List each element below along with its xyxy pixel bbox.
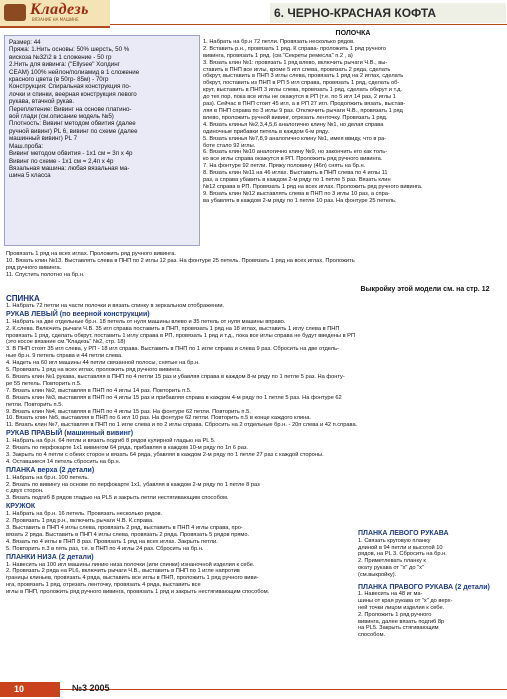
info-line: Маш.проба:: [9, 142, 44, 150]
text-line: границы клиньев, провязать 4 ряда, выставить все иглы в ПНП, проложить 1 ряд ручного виви-: [6, 575, 259, 582]
text-line: влево, проложить ручной вивинг, отрезать ленточку. Провязать 1 ряд.: [203, 114, 388, 121]
text-line: 5. Провязать 1 ряд на всех иглах, проложить ряд ручного вивинга.: [6, 367, 182, 374]
section-title-polochka: ПОЛОЧКА: [335, 30, 371, 37]
text-line: 2. Вязать по перфокарте 1х1 вивингом 64 ряда, прибавляя в каждом 10-м ряду по 1п 6 раз.: [6, 445, 249, 452]
text-line: 3. Выставить в ПНП 4 иглы слева, провязать 2 ряд, выставить в ПНП 4 иглы справа, про-: [6, 525, 243, 531]
text-line: 7. Вязать клин №2, выставляя в ПНП по 4 иглы 14 раз. Повторить п.5.: [6, 387, 192, 394]
text-line: 4. Оставшиеся 14 петель сбросить на бр.н.: [6, 458, 121, 465]
spinka-text: [6, 303, 503, 310]
text-line: способом.: [358, 632, 386, 639]
info-line: Плотность: Вивинг методом обвития (далее: [9, 120, 136, 128]
text-line: 1. Навесить на 48 иг ма-: [358, 591, 423, 598]
text-line: 8. Вязать клин №11 на 46 иглах. Выставить в ПНП слева по 4 иглы 11: [203, 170, 388, 177]
logo-subtitle: ВЯЗАНИЕ НА МАШИНЕ: [32, 17, 79, 22]
logo-box: [0, 0, 110, 28]
text-line: 4. Вязать клинья №2,3,4,5,6 аналогично клину №1, но делая справа: [203, 121, 384, 128]
rukav-left-text: [6, 319, 503, 430]
text-line: 6. Вязать клин №10 аналогично клину №9, но закончить его как толь-: [203, 149, 388, 156]
section-title-planka-left-sleeve: ПЛАНКА ЛЕВОГО РУКАВА: [358, 530, 449, 537]
text-line: 10. Вязать клин №13. Выставлять слева в ПНП по 2 иглы 12 раз. На фонтуре 25 петель. Провязать 1 ряд на всех иглах. Проложить: [6, 257, 355, 264]
text-line: ко все иглы справа окажутся в РП. Проложить ряд ручного вивинга.: [203, 156, 383, 163]
text-line: 11. Спустить полотно на бр.н.: [6, 271, 85, 278]
page-number: 10: [0, 682, 60, 697]
section-title-kruzhok: КРУЖОК: [6, 503, 36, 511]
planka-top-text: [6, 475, 356, 503]
info-line: Размер: 44: [9, 39, 41, 46]
text-line: ре 55 петель. Повторить п.5.: [6, 380, 82, 387]
text-line: 1. Набрать на бр.н 72 петли. Провязать несколько рядов.: [203, 38, 355, 45]
text-line: 1. Связать круговую планку: [358, 537, 431, 544]
section-title-planka-top: ПЛАНКА верха (2 детали): [6, 466, 95, 474]
text-line: 2. Провязать 2 ряда на PL6, включить рычаги Ч.В., выставить в ПНП по 1 игле напротив: [6, 568, 240, 575]
text-line: петли. Повторить п.5.: [6, 401, 63, 408]
text-line: нга, провязать 1 ряд, отрезать ленточку, провязать 4 ряда, выставить все: [6, 582, 201, 589]
text-line: 1. Набрать на бр.н. 100 петель.: [6, 474, 89, 481]
text-line: 2. К.слева. Включить рычаги Ч.В. 35 игл справа поставить в ПНП, провязать 1 ряд на 18 иглах, выставить 1 иглу слева в ПНП: [6, 325, 340, 332]
polochka-continued: [6, 251, 503, 279]
text-line: (это косое вязание см."Кладезь" №2, стр. 18): [6, 339, 126, 346]
info-line: ручной вивинг) PL 6, вивинг по схеме (далее: [9, 127, 138, 135]
rukav-right-text: [6, 438, 503, 466]
text-line: обкрут, выставить в ПНП 3 иглы слева, провязать 1 ряд на 2 иглах, сделать: [203, 73, 404, 80]
header: [0, 0, 507, 26]
text-line: иглы в ПНП, проложить ряд ручного вивинга, провязать 1 ряд и закрыть нестягивающим способом.: [6, 589, 270, 596]
lower-left-column: [6, 468, 356, 596]
text-line: Провязать 1 ряд на всех иглах. Проложить ряд ручного вивинга.: [6, 251, 176, 257]
info-line: Вивинг методом обвития - 1х1 см = 3п х 4р: [9, 150, 133, 158]
text-line: 1. Набрать на бр.н. 16 петель. Провязать несколько рядов.: [6, 511, 163, 518]
info-line: вой глади (см.описание модель №5): [9, 113, 114, 121]
text-line: 8. Вязать клин №3, выставляя в ПНП по 4 иглы 15 раз и прибавляя справа в каждом 4-м ряду по 1 петле 5 раз. На фонтуре 62: [6, 394, 342, 401]
materials-box: [4, 35, 200, 246]
text-line: обкрут, поставить из ПНП в РП 5 игл справа, провязать 1 ряд, сделать об-: [203, 80, 400, 87]
text-line: 3. В ПНП стоят 35 игл слева, у РП - 18 игл справа. Выставить в ПНП по 1 игле справа и слева 9 раз. Сбросить на две отдель-: [6, 346, 339, 353]
text-line: раз). Сейчас в ПНП стоит 45 игл, а в РП 27 игл. Продолжить вязать, выстав-: [203, 101, 406, 108]
text-line: 2. Вязать по вивингу на основе по перфокарте 1х1, убавляя в каждом 2-м ряду по 1 петле 8 раз: [6, 481, 260, 488]
text-line: 4. Надеть на 60 игл машины 44 петли связанной полосы, снятые на бр.н.: [6, 360, 200, 367]
text-line: 5. Вязать клинья №7,8,9 аналогично клину №1, имея ввиду, что в ра-: [203, 135, 387, 142]
text-line: 2. Приметлевать планку к: [358, 558, 426, 565]
info-line: Вивинг по схеме - 1х1 см = 2,4п х 4р: [9, 157, 114, 165]
text-line: крут, выставить в ПНП 3 иглы слева, провязать 1 ряд, сделать обкрут и т.д.: [203, 87, 403, 94]
text-line: №12 справа в РП. Провязать 1 ряд на всех иглах. Проложить ряд ручного вивинга.: [203, 183, 423, 190]
info-line: Вязальная машина: любая вязальная ма-: [9, 164, 130, 172]
logo: Кладезь: [30, 1, 89, 18]
text-line: шины от края рукава от "х" до верх-: [358, 598, 453, 605]
text-line: 9. Вязать клин №4, выставляя в ПНП по 4 иглы 15 раз. На фонтуре 62 петли. Повторить п.5.: [6, 408, 251, 415]
info-line: 2.Нить для вивинга: ("Ellysee" Холдинг: [9, 61, 120, 69]
text-line: 11. Вязать клин №7, выставляя в ПНП по 1 игле слева и по 2 иглы справа. Сбросить на 2 отдельные бр.н. - 20п слева и 42 п.справа.: [6, 422, 358, 429]
text-line: 4. Вязать по 4 иглы в ПНП 8 раз. Провязать 1 ряд на всех иглах. Закрыть петли.: [6, 538, 218, 545]
footer-rule: [60, 689, 507, 690]
text-line: 5. Повторить п.3 в пять раз, т.е. в ПНП по 4 иглы 24 раз. Сбросить на бр.н.: [6, 545, 204, 552]
text-line: 6. Вязать клин №1 рукава, выставляя в ПНП по 4 петли 15 раз и убавляя справа в каждом 8-м ряду по 1 петле 5 раз. На фонту-: [6, 373, 345, 380]
section-title-planka-bottom: ПЛАНКИ НИЗА (2 детали): [6, 553, 94, 561]
text-line: ные бр.н. 9 петель справа и 44 петли слева.: [6, 353, 123, 360]
text-line: (см.выкройку).: [358, 571, 397, 578]
text-line: 9. Вязать клин №12 выставлять слева в ПНП по 3 иглы 10 раз, а спра-: [203, 190, 390, 197]
section-title-rukav-right: РУКАВ ПРАВЫЙ (машинный вивинг): [6, 430, 134, 438]
text-line: окату рукава от "х" до "х": [358, 564, 424, 571]
text-line: ставить в ПНП все иглы, кроме 5 игл слева, провязать 2 ряда, сделать: [203, 66, 391, 73]
planka-right-sleeve-text: [358, 591, 504, 639]
kruzhok-text: [6, 511, 356, 552]
text-line: 2. Вставить р.н., провязать 1 ряд. К справа- проложить 1 ряд ручного: [203, 45, 387, 52]
header-rule: [110, 24, 507, 25]
text-line: одиночные прибавки петель в каждом 6-м ряду.: [203, 128, 330, 135]
text-line: 3. Закрыть по 4 петли с обеих сторон и вязать 64 ряда, убавляя в каждом 2-м ряду по 1 петле 27 раз с каждой стороны.: [6, 451, 324, 458]
article-title: 6. ЧЕРНО-КРАСНАЯ КОФТА: [270, 3, 506, 23]
info-line: Переплетение: Вивинг на основе платино-: [9, 105, 132, 113]
info-line: лочки и спинки, веерная конструкция левого: [9, 90, 137, 98]
text-line: вязать 2 ряда. Выставить в ПНП 4 иглы слева, провязать 2 ряда. Провязать 5 рядов прямо.: [6, 531, 250, 538]
polochka-text: [203, 39, 503, 205]
info-line: Конструкция: Спиральная конструкция по-: [9, 83, 131, 91]
chest-icon: [4, 4, 26, 21]
planka-left-sleeve-text: [358, 538, 504, 579]
section-title-rukav-left: РУКАВ ЛЕВЫЙ (по веерной конструкции): [6, 310, 150, 318]
text-line: 1. Набрать на бр.н. 64 петли и вязать подгиб 8 рядов кулирной гладью на PL 5.: [6, 438, 216, 445]
section-title-spinka: СПИНКА: [6, 294, 40, 303]
info-line: рукава, втачной рукав.: [9, 98, 75, 106]
section-title-planka-right-sleeve: ПЛАНКА ПРАВОГО РУКАВА (2 детали): [358, 583, 490, 591]
text-line: провязать 1 ряд, сделать обкрут, поставить 1 иглу справа в РП, провязать 1 ряд и т.д., пока все иглы справа не будут введены в РП: [6, 332, 356, 339]
info-line: вискоза №32\2 в 1 сложение - 50 гр: [9, 53, 112, 61]
text-line: 1. Набрать на две отдельные бр.н. 18 петель от нуля машины влево и 35 петель от нуля машины вправо.: [6, 318, 286, 325]
text-line: ляя в ПНП справа по 3 иглы 9 раз. Отключить рычаги Ч.В., провязать 1 ряд: [203, 107, 403, 114]
right-sidebar: [358, 529, 504, 639]
text-line: боте стало 92 иглы.: [203, 142, 256, 149]
info-line: Пряжа: 1.Нить основы: 50% шерсть, 50 %: [9, 46, 130, 54]
text-line: с двух сторон.: [6, 488, 44, 495]
text-line: до тех пор, пока все иглы не окажутся в РП (т.е. по 5 игл 14 раз, 2 иглы 1: [203, 94, 396, 101]
info-line: СЕАМ) 100% нейлон/полиамид в 1 сложение: [9, 68, 140, 76]
text-line: 2. Провязать 1 ряд р.н., включить рычаги Ч.В. К.справа.: [6, 518, 154, 525]
text-line: 7. На фонтуре 92 петли. Пряжу половину (46п) снять на бр.н.: [203, 163, 366, 170]
footer: [0, 680, 507, 699]
text-line: ней точки лицом изделия к себе.: [358, 604, 445, 611]
text-line: вивинга, далее вязать подгиб 8р: [358, 618, 445, 625]
planka-bottom-text: [6, 562, 356, 597]
text-line: на PL5. Закрыть стягивающим: [358, 625, 439, 632]
issue-number: №3 2005: [72, 683, 110, 693]
text-line: 1. Набрать 72 петли на части полочки и вязать спинку в зеркальном отображении.: [6, 302, 225, 309]
right-column: [203, 30, 503, 205]
text-line: 3. Вязать подгиб 8 рядов гладью на PL5 и закрыть петли нестягивающим способом.: [6, 495, 229, 502]
text-line: раз, а справа убавить в каждом 2-м ряду по 1 петле 5 раз. Вязать клин: [203, 177, 391, 184]
pattern-note: Выкройку этой модели см. на стр. 12: [360, 286, 490, 293]
text-line: 3. Вязать клин №1: провязать 1 ряд влево, включить рычаги Ч.В., вы-: [203, 59, 388, 66]
text-line: ва убавлять в каждом 2-м ряду по 1 петле 10 раз. На фонтуре 25 петель.: [203, 197, 397, 204]
text-line: длиной в 94 петли и высотой 10: [358, 544, 443, 551]
text-line: 1. Навесить на 100 игл машины линию низа полочки (или спинки) изнаночной изделия к себе.: [6, 561, 255, 568]
text-line: рядов, на PL 3. Сбросить на бр.н.: [358, 551, 447, 558]
info-line: машинный вивинг) PL 7: [9, 135, 78, 143]
text-line: вивинга, провязать 1 ряд. (см."Секреты ремесла" п.2 , а): [203, 52, 353, 59]
info-line: шина 5 класса: [9, 172, 51, 180]
text-line: 2. Проложить 1 ряд ручного: [358, 611, 432, 618]
text-line: ряд ручного вивинга.: [6, 264, 62, 271]
text-line: 10. Вязать клин №5, выставляя в ПНП по 6 игл 10 раз. На фонтуре 62 петли. Повторить п.5 в конце каждого клина.: [6, 415, 311, 422]
info-line: красного цвета (в 50гр- 85м) - 70гр: [9, 76, 109, 84]
